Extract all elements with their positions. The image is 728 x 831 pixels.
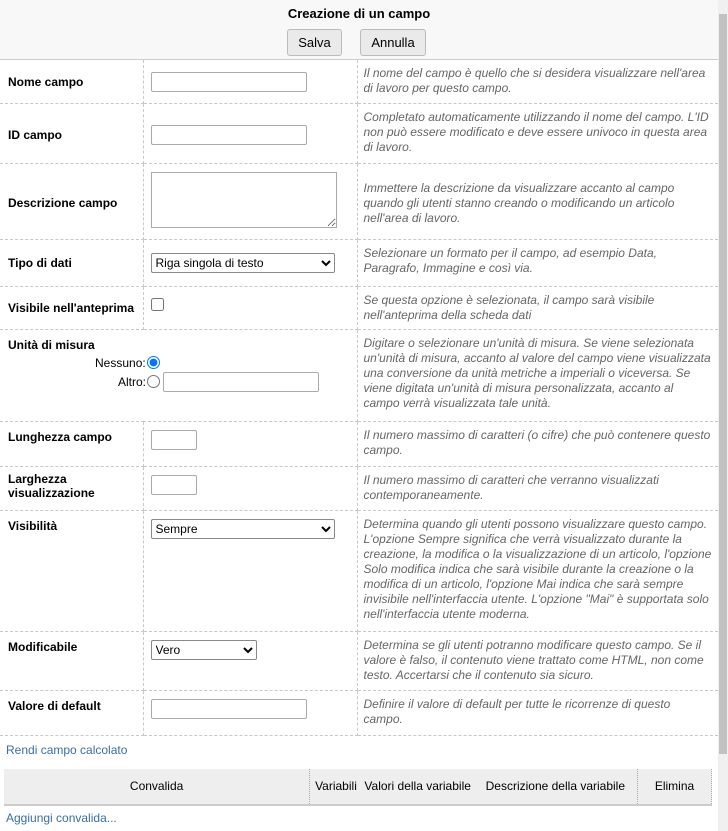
label-default: Valore di default: [0, 690, 143, 735]
label-preview: Visibile nell'anteprima: [0, 286, 143, 329]
visibility-select[interactable]: [151, 519, 335, 539]
field-length-input[interactable]: [151, 430, 197, 450]
preview-checkbox[interactable]: [151, 298, 164, 311]
make-calculated-link[interactable]: Rendi campo calcolato: [6, 742, 128, 757]
save-button[interactable]: Salva: [287, 29, 342, 56]
label-visibility: Visibilità: [0, 510, 143, 631]
default-value-input[interactable]: [151, 699, 307, 719]
help-id: Completato automaticamente utilizzando il nome del campo. L'ID non può essere modificato e deve essere univoco in questa area di lavoro.: [357, 103, 718, 163]
cancel-button[interactable]: Annulla: [360, 29, 426, 56]
label-id: ID campo: [0, 103, 143, 163]
validation-table: [4, 769, 712, 806]
display-width-input[interactable]: [151, 475, 197, 495]
help-name: Il nome del campo è quello che si desidera visualizzare nell'area di lavoro per questo campo.: [357, 60, 718, 103]
help-preview: Se questa opzione è selezionata, il campo sarà visibile nell'anteprima della scheda dati: [357, 286, 718, 329]
help-visibility: Determina quando gli utenti possono visualizzare questo campo. L'opzione Sempre significa che verrà visualizzato durante la creazione, la modifica o la visualizzazione di un articolo, l'opzione Solo modifica indica che sarà visibile durante la creazione o la modifica di un articolo, l'opzione Mai indica che sarà sempre invisibile nell'interfaccia utente. L'opzione "Mai" è supportata solo nell'interfaccia utente moderna.: [357, 510, 718, 631]
label-desc: Descrizione campo: [0, 163, 143, 239]
scrollbar-thumb[interactable]: [719, 14, 727, 754]
unit-none-label: Nessuno:: [95, 355, 146, 370]
col-validation: Convalida: [4, 769, 310, 805]
scrollbar[interactable]: [718, 0, 728, 831]
help-type: Selezionare un formato per il campo, ad esempio Data, Paragrafo, Immagine e così via.: [357, 239, 718, 286]
col-variable-description: Descrizione della variabile: [474, 769, 638, 805]
unit-other-radio[interactable]: [147, 375, 160, 388]
data-type-select[interactable]: [151, 253, 335, 273]
col-variable-values: Valori della variabile: [362, 769, 474, 805]
unit-none-radio[interactable]: [147, 356, 160, 369]
add-validation-link[interactable]: Aggiungi convalida...: [6, 810, 117, 825]
help-length: Il numero massimo di caratteri (o cifre) che può contenere questo campo.: [357, 421, 718, 466]
label-width: Larghezza visualizzazione: [0, 466, 143, 510]
field-name-input[interactable]: [151, 72, 307, 92]
label-unit: Unità di misura: [8, 337, 95, 352]
help-default: Definire il valore di default per tutte le ricorrenze di questo campo.: [357, 690, 718, 735]
label-name: Nome campo: [0, 60, 143, 103]
form-panel: [0, 59, 718, 831]
help-unit: Digitare o selezionare un'unità di misura. Se viene selezionata un'unità di misura, accanto al valore del campo viene visualizzata una conversione da unità metriche a imperiali o viceversa. Se viene digitata un'unità di misura personalizzata, accanto al campo verrà visualizzata tale unità.: [357, 329, 718, 421]
col-variables: Variabili: [310, 769, 362, 805]
label-length: Lunghezza campo: [0, 421, 143, 466]
field-form: [0, 60, 718, 736]
unit-other-label: Altro:: [118, 374, 147, 389]
help-desc: Immettere la descrizione da visualizzare accanto al campo quando gli utenti stanno creando o modificando un articolo nell'area di lavoro.: [357, 163, 718, 239]
label-editable: Modificabile: [0, 631, 143, 690]
help-width: Il numero massimo di caratteri che verranno visualizzati contemporaneamente.: [357, 466, 718, 510]
label-type: Tipo di dati: [0, 239, 143, 286]
col-delete: Elimina: [638, 769, 712, 805]
description-textarea[interactable]: [151, 172, 337, 228]
editable-select[interactable]: [151, 640, 257, 660]
field-id-input[interactable]: [151, 125, 307, 145]
unit-other-input[interactable]: [163, 372, 319, 392]
dialog-title: Creazione di un campo: [287, 6, 431, 21]
help-editable: Determina se gli utenti potranno modificare questo campo. Se il valore è falso, il contenuto viene trattato come HTML, non come testo. Accertarsi che il contenuto sia sicuro.: [357, 631, 718, 690]
